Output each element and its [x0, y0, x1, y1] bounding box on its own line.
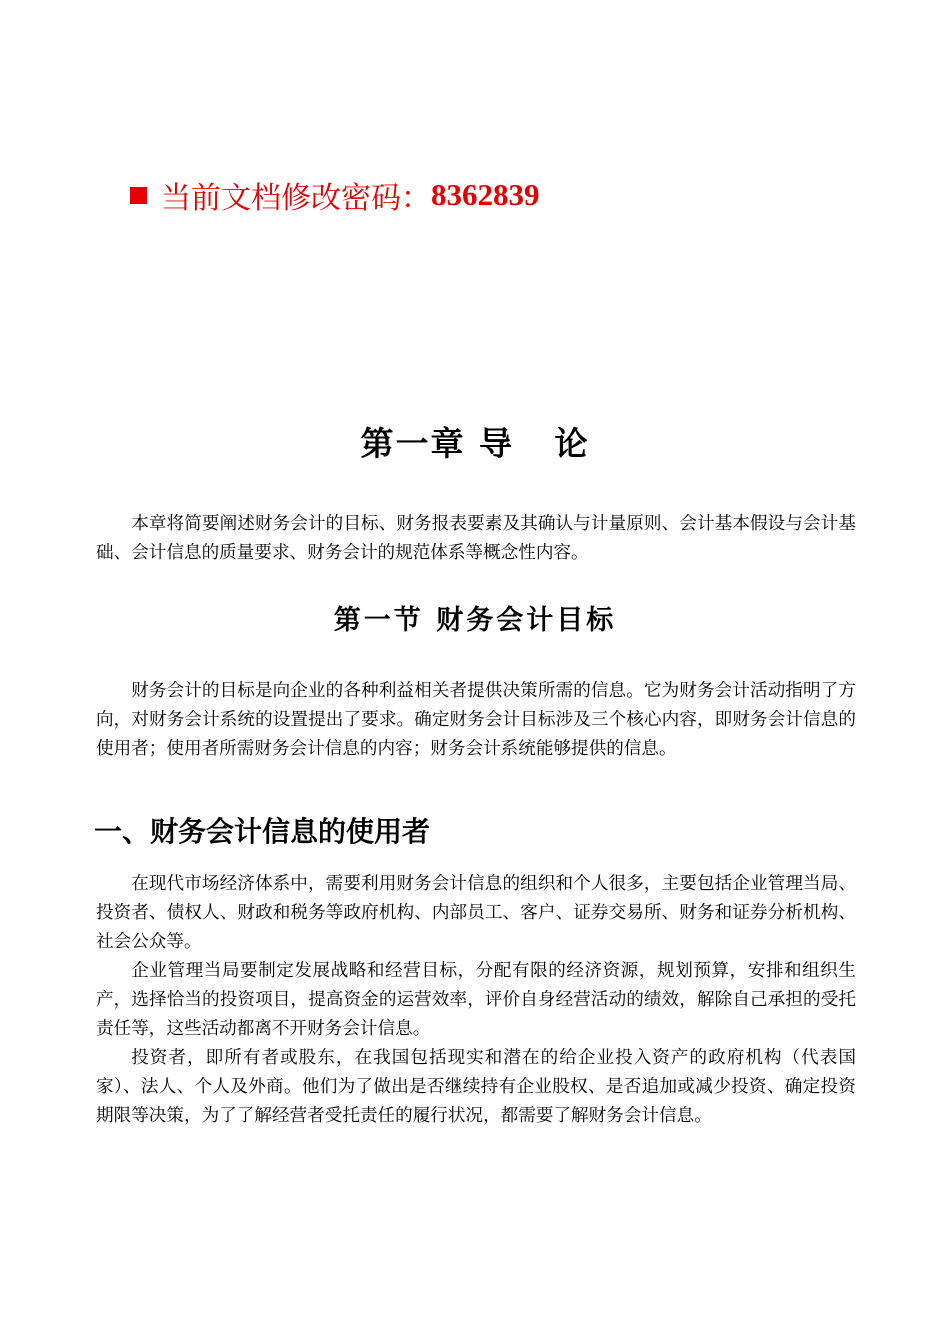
subsection-paragraph-3: 投资者，即所有者或股东，在我国包括现实和潜在的给企业投入资产的政府机构（代表国家）、法人、个人及外商。他们为了做出是否继续持有企业股权、是否追加或减少投资、确定投资期限等决策，为了了解经营者受托责任的履行状况，都需要了解财务会计信息。: [96, 1048, 856, 1126]
red-square-bullet-icon: [130, 187, 147, 204]
chapter-title: 第一章 导 论: [360, 424, 590, 463]
subsection-paragraph-1: 在现代市场经济体系中，需要利用财务会计信息的组织和个人很多，主要包括企业管理当局、投资者、债权人、财政和税务等政府机构、内部员工、客户、证券交易所、财务和证券分析机构、社会公众等。: [96, 874, 856, 952]
chapter-intro-paragraph: 本章将简要阐述财务会计的目标、财务报表要素及其确认与计量原则、会计基本假设与会计基础、会计信息的质量要求、财务会计的规范体系等概念性内容。: [96, 514, 856, 563]
password-notice-label: 当前文档修改密码：: [161, 181, 431, 216]
password-notice: [130, 172, 540, 218]
password-code: 8362839: [431, 177, 540, 212]
section-paragraph: 财务会计的目标是向企业的各种利益相关者提供决策所需的信息。它为财务会计活动指明了方向，对财务会计系统的设置提出了要求。确定财务会计目标涉及三个核心内容，即财务会计信息的使用者；使用者所需财务会计信息的内容；财务会计系统能够提供的信息。: [96, 681, 856, 759]
subsection-heading: 一、财务会计信息的使用者: [94, 815, 431, 848]
section-title: 第一节 财务会计目标: [333, 605, 617, 636]
subsection-paragraph-2: 企业管理当局要制定发展战略和经营目标，分配有限的经济资源，规划预算，安排和组织生产，选择恰当的投资项目，提高资金的运营效率，评价自身经营活动的绩效，解除自己承担的受托责任等，这些活动都离不开财务会计信息。: [96, 961, 856, 1039]
